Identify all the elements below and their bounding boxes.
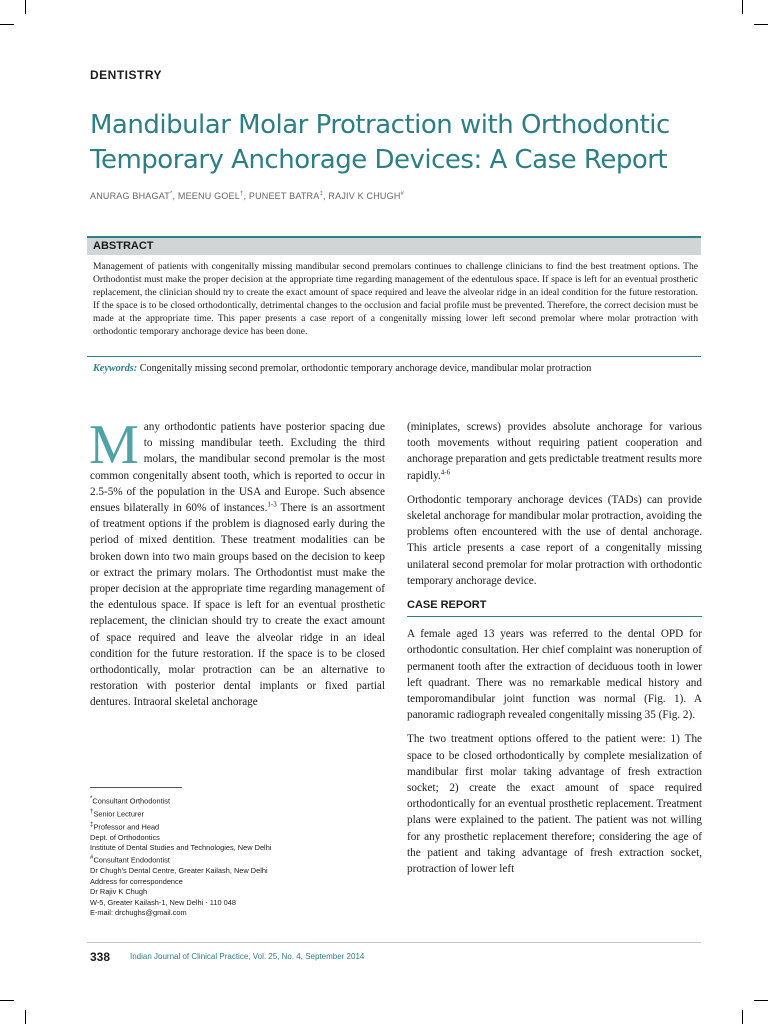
footnote-line: Dept. of Orthodontics bbox=[90, 832, 160, 842]
abstract-header-bar bbox=[87, 236, 701, 255]
author-mark: * bbox=[169, 191, 173, 197]
body-column-right bbox=[407, 419, 702, 885]
footnote-line: W-5, Greater Kailash-1, New Delhi - 110 048 bbox=[90, 897, 236, 907]
body-text: any orthodontic patients have posterior spacing due to missing mandibular teeth. Excluding the third molars, the mandibular second premolar is the most common congenitally absent tooth, which is reported to occur in 2.5-5% of the population in the USA and Europe. Such absence ensues bilaterally in 60% of instances. bbox=[90, 421, 385, 515]
crop-mark bbox=[742, 0, 743, 14]
footnote-line: #Consultant Endodontist bbox=[90, 854, 170, 865]
keywords-divider bbox=[87, 356, 701, 357]
author-name: PUNEET BATRA bbox=[248, 191, 320, 201]
crop-mark bbox=[0, 1000, 14, 1001]
author-mark: ‡ bbox=[319, 191, 324, 197]
author-mark: † bbox=[239, 191, 244, 197]
footnote-line: Dr Rajiv K Chugh bbox=[90, 887, 148, 897]
author-mark: # bbox=[400, 191, 405, 197]
section-label: DENTISTRY bbox=[90, 68, 163, 82]
keywords-label: Keywords: bbox=[93, 363, 138, 374]
body-text: There is an assortment of treatment options if the problem is diagnosed early during the period of mixed dentition. These treatment modalities can be broken down into two main groups based on the decision to keep or extract the primary molars. The Orthodontist must make the proper decision at the appropriate time regarding management of the edentulous space. If space is left for an eventual prosthetic replacement, the clinician should try to create the exact amount of space required and leave the alveolar ridge in an ideal condition for the future restoration. If the space is to be closed orthodontically, molar protraction can be an alternative to restoration with posterior dental implants or fixed partial dentures. Intraoral skeletal anchorage bbox=[90, 502, 386, 709]
footnote-divider bbox=[90, 787, 182, 788]
abstract-heading: ABSTRACT bbox=[93, 240, 154, 252]
body-paragraph: A female aged 13 years was referred to the dental OPD for orthodontic consultation. Her chief complaint was noneruption of permanent tooth after the extraction of deciduous tooth in lower left quadrant. There was no remarkable medical history and temporomandibular joint function was normal (Fig. 1). A panoramic radiograph revealed congenitally missing 35 (Fig. 2). bbox=[407, 628, 702, 722]
footnote-line: †Senior Lecturer bbox=[90, 807, 144, 819]
author-name: ANURAG BHAGAT bbox=[90, 191, 170, 201]
article-title: Mandibular Molar Protraction with Orthodontic Temporary Anchorage Devices: A Case Report bbox=[90, 110, 670, 175]
crop-mark bbox=[754, 24, 768, 25]
body-column-left bbox=[89, 414, 386, 719]
footnote-line: Dr Chugh's Dental Centre, Greater Kailash, New Delhi bbox=[90, 866, 268, 876]
crop-mark bbox=[754, 1000, 768, 1001]
footnote-line: Institute of Dental Studies and Technologies, New Delhi bbox=[90, 843, 272, 853]
footnote-line: Address for correspondence bbox=[90, 876, 183, 886]
page-number: 338 bbox=[90, 950, 111, 964]
body-paragraph bbox=[89, 414, 386, 711]
journal-citation: Indian Journal of Clinical Practice, Vol. 25, No. 4, September 2014 bbox=[130, 952, 365, 961]
footnote-line: *Consultant Orthodontist bbox=[90, 795, 171, 806]
author-name: MEENU GOEL bbox=[177, 191, 240, 201]
affiliation-footnotes bbox=[90, 794, 271, 918]
drop-cap: M bbox=[89, 414, 139, 476]
body-paragraph bbox=[407, 419, 702, 484]
keywords bbox=[93, 362, 693, 376]
crop-mark bbox=[0, 24, 14, 25]
body-text: (miniplates, screws) provides absolute anchorage for various tooth movements without requiring patient cooperation and anchorage preparation and gets predictable treatment results more rapidly. bbox=[407, 421, 702, 482]
footnote-line: ‡Professor and Head bbox=[90, 820, 160, 832]
crop-mark bbox=[25, 1010, 26, 1024]
keywords-text: Congenitally missing second premolar, orthodontic temporary anchorage device, mandibular molar protraction bbox=[139, 363, 592, 374]
footnote-line: E-mail: drchughs@gmail.com bbox=[90, 907, 187, 917]
citation: 1-3 bbox=[267, 500, 277, 509]
body-paragraph: The two treatment options offered to the patient were: 1) The space to be closed orthodontically by complete mesialization of mandibular first molar taking advantage of fresh extraction socket; 2) create the exact amount of space required orthodontically for an eventual prosthetic replacement. Treatment plans were explained to the patient. The patient was not willing for any prosthetic replacement therefore; considering the age of the patient and taking advantage of fresh extraction socket, protraction of lower left bbox=[407, 733, 702, 876]
body-paragraph: Orthodontic temporary anchorage devices (TADs) can provide skeletal anchorage for mandibular molar protraction, avoiding the problems often encountered with the use of dental anchorage. This article presents a case report of a congenitally missing unilateral second premolar for molar protraction with orthodontic temporary anchorage device. bbox=[407, 493, 702, 587]
footer-divider bbox=[87, 942, 701, 943]
crop-mark bbox=[742, 1010, 743, 1024]
case-report-heading: CASE REPORT bbox=[407, 597, 702, 617]
author-list: ANURAG BHAGAT*, MEENU GOEL†, PUNEET BATRA‡, RAJIV K CHUGH# bbox=[90, 191, 405, 201]
crop-mark bbox=[25, 0, 26, 14]
citation: 4-6 bbox=[440, 467, 451, 476]
author-name: RAJIV K CHUGH bbox=[328, 191, 401, 201]
abstract-text: Management of patients with congenitally missing mandibular second premolars continues to challenge clinicians to find the best treatment options. The Orthodontist must make the proper decision at the appropriate time regarding management of the edentulous space. If space is left for an eventual prosthetic replacement, the clinician should try to create the exact amount of space required and leave the alveolar ridge in an ideal condition for the future restoration. If the space is to be closed orthodontically, detrimental changes to the occlusion and facial profile must be prevented. Therefore, the correct decision must be made at the appropriate time. This paper presents a case report of a congenitally missing lower left second premolar where molar protraction with orthodontic temporary anchorage device has been done. bbox=[93, 261, 698, 337]
